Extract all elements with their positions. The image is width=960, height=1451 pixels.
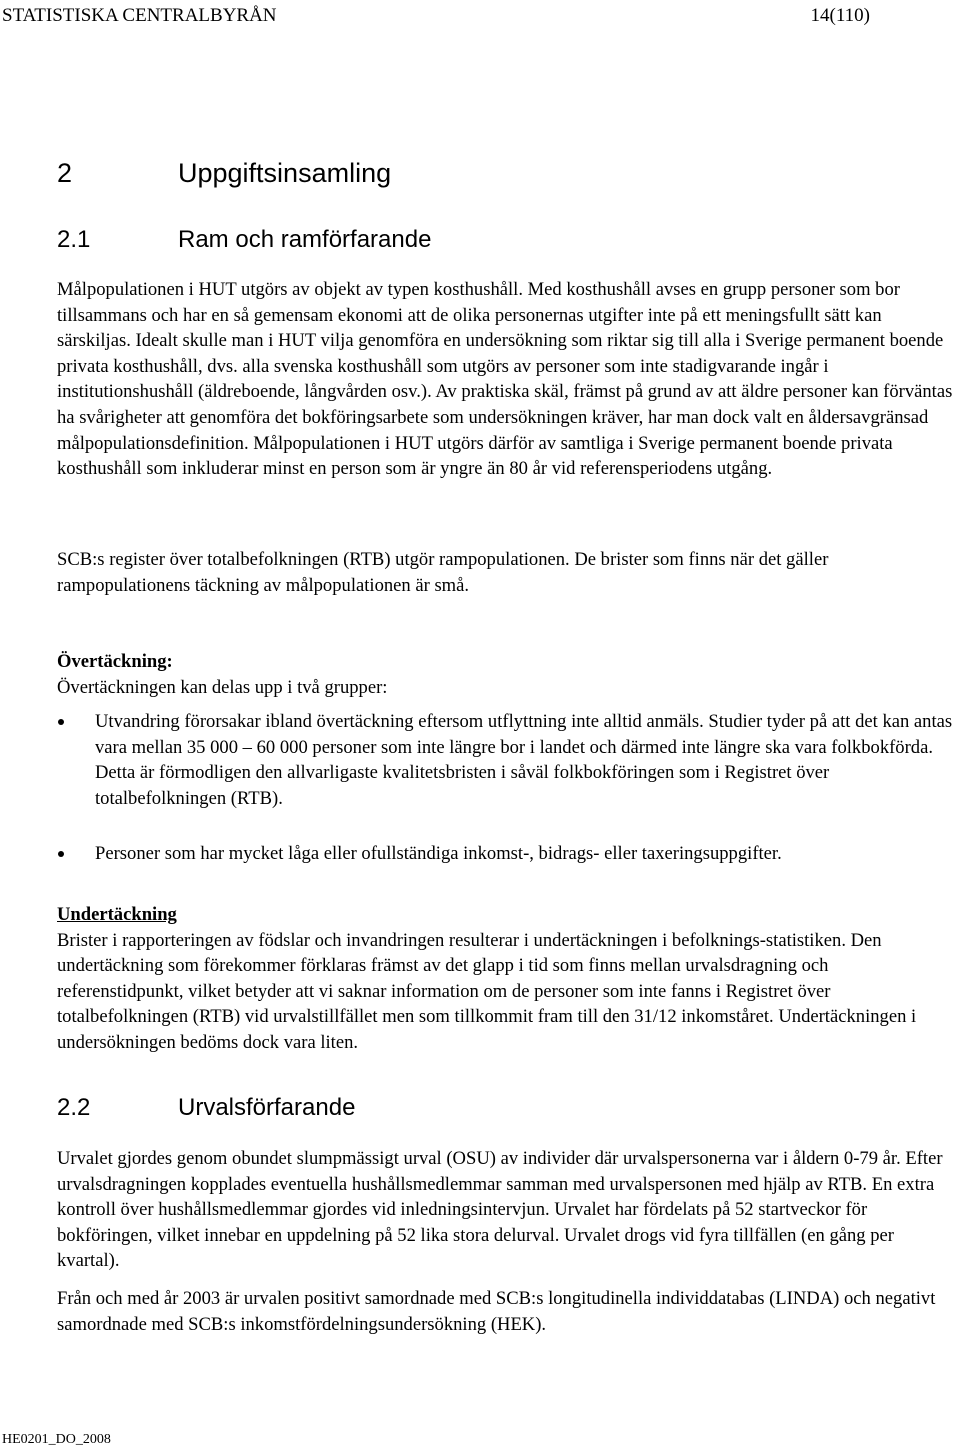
sampling-paragraph bbox=[57, 1146, 957, 1274]
list-item-text: Utvandring förorsakar ibland övertäckning eftersom utflyttning inte alltid anmäls. Studier tyder på att det kan antas vara mellan 35 000 – 60 000 personer som inte längre bor i landet och därmed inte längre ska vara folkbokförda. Detta är förmodligen den allvarligaste kvalitetsbristen i såväl folkbokföringen som i Registret över totalbefolkningen (RTB). bbox=[95, 711, 953, 809]
section-number: 2.1 bbox=[57, 226, 91, 253]
coordination-paragraph bbox=[57, 1286, 957, 1337]
paragraph: Målpopulationen i HUT utgörs av objekt av typen kosthushåll. Med kosthushåll avses en grupp personer som bor tillsammans och har en så gemensam ekonomi att de olika personernas utgifter inte på ett meningsfullt sätt kan särskiljas. Idealt skulle man i HUT vilja genomföra en undersökning som riktar sig till alla i Sverige permanent boende privata kosthushåll, dvs. alla svenska kosthushåll som utgörs av personer som inte stadigvarande ingår i institutionshushåll (äldreboende, långvården osv.). Av praktiska skäl, främst på grund av att äldre personer kan förväntas ha svårigheter att genomföra det bokföringsarbete som undersökningen kräver, har man dock valt en åldersavgränsad målpopulationsdefinition. Målpopulationen i HUT utgörs därför av samtliga i Sverige permanent boende privata kosthushåll som inkluderar minst en person som är yngre än 80 år vid referensperiodens utgång. bbox=[57, 279, 953, 480]
paragraph: SCB:s register över totalbefolkningen (RTB) utgör rampopulationen. De brister som finns när det gäller rampopulationens täckning av målpopulationen är små. bbox=[57, 549, 829, 596]
organization-name: STATISTISKA CENTRALBYRÅN bbox=[2, 5, 277, 26]
target-population-paragraph bbox=[57, 277, 957, 482]
frame-population-paragraph bbox=[57, 547, 957, 598]
undercoverage-section bbox=[57, 902, 957, 1056]
overcoverage-intro: Övertäckningen kan delas upp i två grupper: bbox=[57, 676, 388, 698]
paragraph: Från och med år 2003 är urvalen positivt samordnade med SCB:s longitudinella individdatabas (LINDA) och negativt samordnade med SCB:s inkomstfördelningsundersökning (HEK). bbox=[57, 1288, 936, 1335]
paragraph: Urvalet gjordes genom obundet slumpmässigt urval (OSU) av individer där urvalspersonerna var i åldern 0-79 år. Efter urvalsdragningen kopplades eventuella hushållsmedlemmar samman med urvalspersonen med hjälp av RTB. En extra kontroll över hushållsmedlemmar gjordes vid inledningsintervjun. Urvalet har fördelats på 52 startveckor för bokföringen, vilket innebar en uppdelning på 52 lika stora delurval. Urvalet drogs vid fyra tillfällen (en gång per kvartal). bbox=[57, 1148, 943, 1272]
overcoverage-list-2 bbox=[57, 841, 957, 867]
chapter-number: 2 bbox=[57, 158, 73, 188]
overcoverage-heading: Övertäckning: bbox=[57, 651, 173, 672]
undercoverage-text: Brister i rapporteringen av födslar och invandringen resulterar i undertäckningen i befolknings-statistiken. Den undertäckning som förekommer förklaras främst av det glapp i tid som finns mellan urvalsdragning och referenstidpunkt, vilket betyder att vi saknar information om de personer som inte fanns i Registret över totalbefolkningen (RTB) vid urvalstillfället men som tillkommit fram till den 31/12 inkomståret. Undertäckningen i undersökningen bedöms dock vara liten. bbox=[57, 929, 917, 1053]
overcoverage-list bbox=[57, 709, 957, 811]
list-item-text: Personer som har mycket låga eller ofullständiga inkomst-, bidrags- eller taxeringsuppgifter. bbox=[95, 843, 782, 864]
bullet-icon bbox=[58, 719, 64, 725]
bullet-icon bbox=[58, 851, 64, 857]
page-header bbox=[2, 3, 870, 29]
document-id-footer: HE0201_DO_2008 bbox=[2, 1432, 111, 1447]
page-number: 14(110) bbox=[810, 5, 870, 26]
section-title: Ram och ramförfarande bbox=[178, 226, 432, 253]
list-item bbox=[57, 709, 957, 811]
undercoverage-heading: Undertäckning bbox=[57, 904, 177, 925]
chapter-heading bbox=[57, 156, 391, 190]
section-heading-2-1 bbox=[57, 225, 431, 255]
list-item bbox=[57, 841, 957, 867]
section-title: Urvalsförfarande bbox=[178, 1094, 356, 1121]
section-number: 2.2 bbox=[57, 1094, 91, 1121]
overcoverage-section bbox=[57, 649, 957, 700]
section-heading-2-2 bbox=[57, 1093, 355, 1123]
chapter-title: Uppgiftsinsamling bbox=[178, 158, 392, 188]
